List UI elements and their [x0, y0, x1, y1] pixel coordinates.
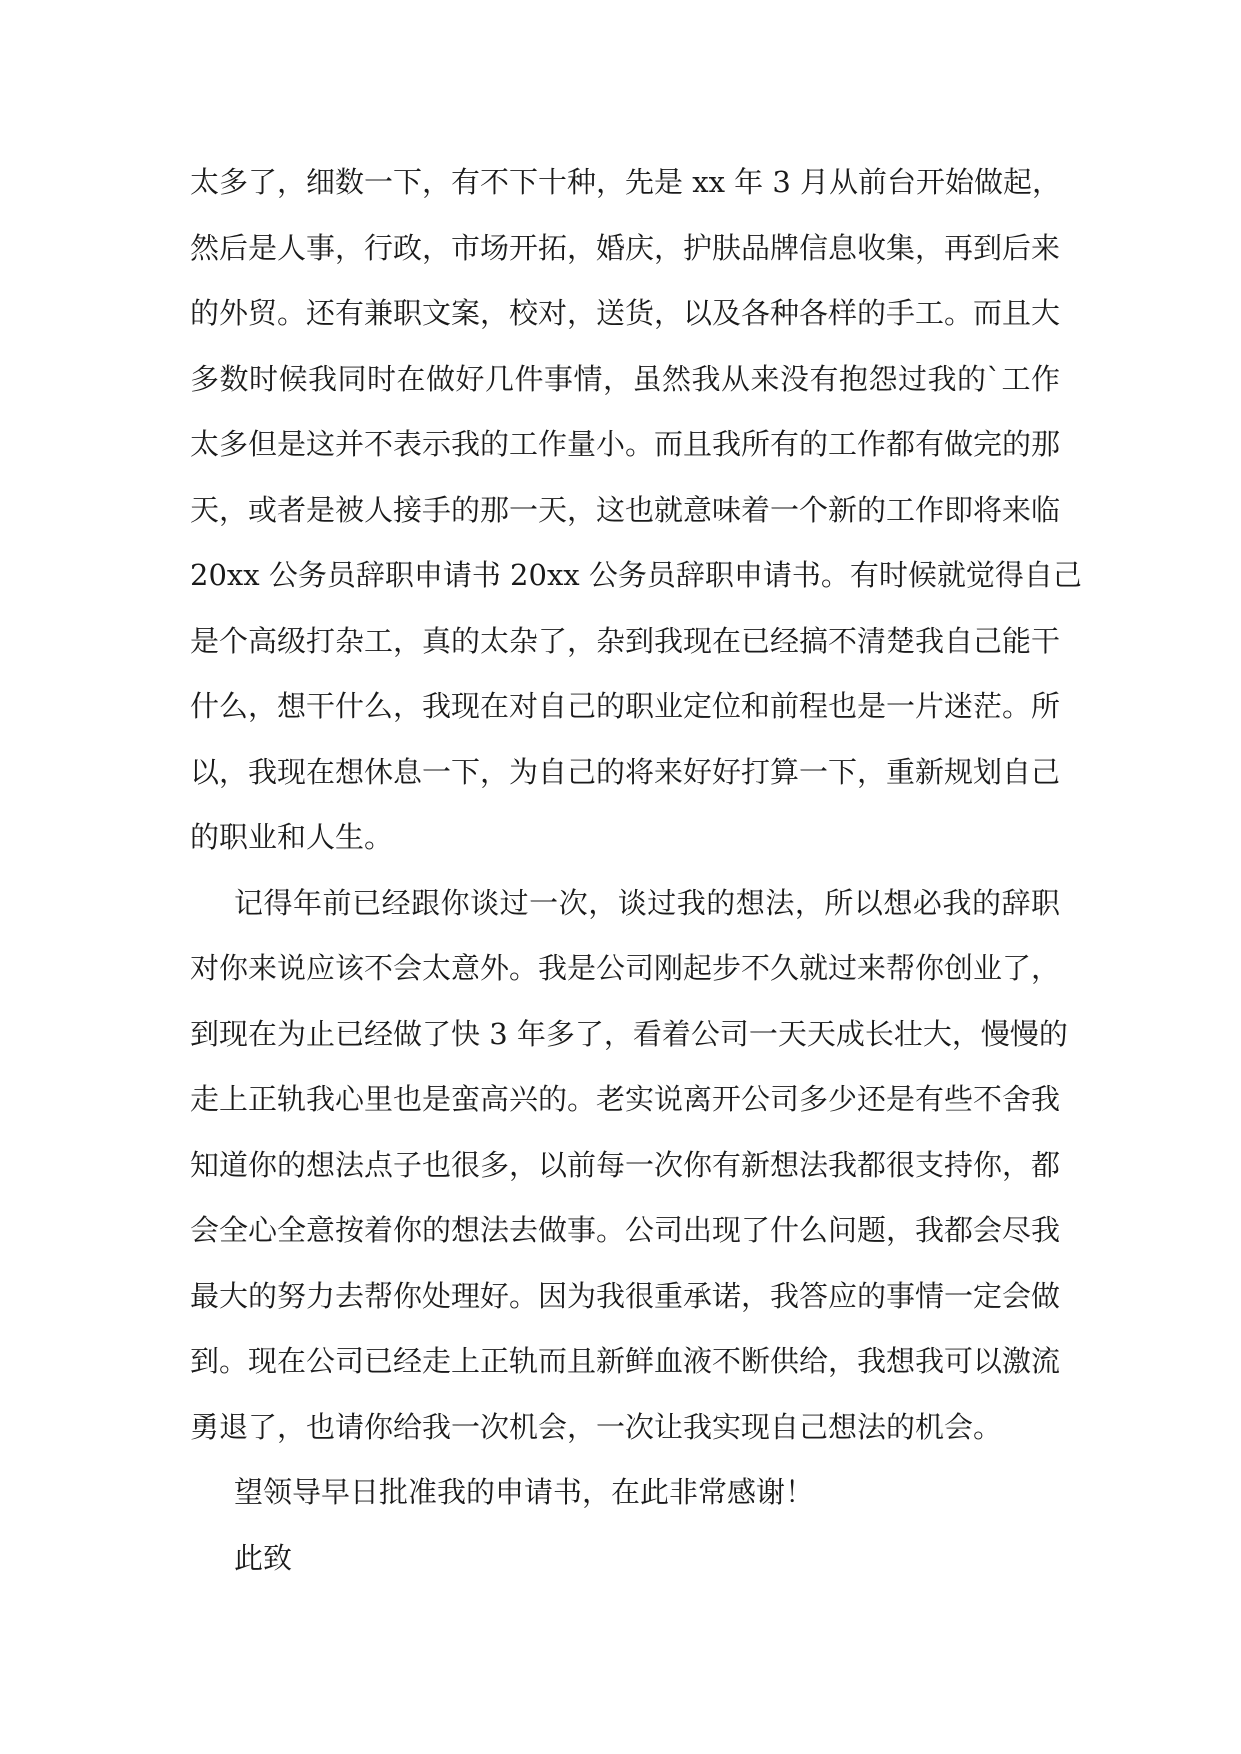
paragraph-1: [190, 150, 1082, 871]
closing: [190, 1526, 1060, 1592]
letter-body: [190, 150, 1082, 1591]
text-line: 望领导早日批准我的申请书，在此非常感谢！: [234, 1475, 815, 1509]
text-line: 知道你的想法点子也很多，以前每一次你有新想法我都很支持你，都: [190, 1147, 1061, 1182]
text-line: 太多但是这并不表示我的工作量小。而且我所有的工作都有做完的那: [190, 427, 1061, 461]
text-line: 记得年前已经跟你谈过一次，谈过我的想法，所以想必我的辞职: [234, 885, 1060, 920]
paragraph-3: [190, 1460, 1060, 1526]
text-line: 最大的努力去帮你处理好。因为我很重承诺，我答应的事情一定会做: [190, 1278, 1061, 1313]
text-line: 到。现在公司已经走上正轨而且新鲜血液不断供给，我想我可以激流: [190, 1344, 1061, 1378]
text-line: 以，我现在想休息一下，为自己的将来好好打算一下，重新规划自己: [190, 754, 1061, 789]
text-line: 勇退了，也请你给我一次机会，一次让我实现自己想法的机会。: [190, 1409, 1003, 1444]
text-line: 然后是人事，行政，市场开拓，婚庆，护肤品牌信息收集，再到后来: [190, 230, 1061, 265]
text-line: 什么，想干什么，我现在对自己的职业定位和前程也是一片迷茫。所: [190, 689, 1061, 723]
text-line: 天，或者是被人接手的那一天，这也就意味着一个新的工作即将来临: [190, 492, 1061, 527]
text-line: 是个高级打杂工，真的太杂了，杂到我现在已经搞不清楚我自己能干: [190, 623, 1061, 658]
text-line: 到现在为止已经做了快 3 年多了，看着公司一天天成长壮大，慢慢的: [190, 1016, 1068, 1051]
text-line: 太多了，细数一下，有不下十种，先是 xx 年 3 月从前台开始做起，: [190, 165, 1062, 199]
paragraph-2: [190, 871, 1068, 1461]
text-line: 20xx 公务员辞职申请书 20xx 公务员辞职申请书。有时候就觉得自己: [190, 558, 1082, 592]
text-line: 的外贸。还有兼职文案，校对，送货，以及各种各样的手工。而且大: [190, 296, 1061, 330]
text-line: 会全心全意按着你的想法去做事。公司出现了什么问题，我都会尽我: [190, 1213, 1061, 1247]
text-line: 的职业和人生。: [190, 820, 394, 854]
text-line: 走上正轨我心里也是蛮高兴的。老实说离开公司多少还是有些不舍我: [190, 1082, 1061, 1116]
text-line: 对你来说应该不会太意外。我是公司刚起步不久就过来帮你创业了，: [190, 951, 1061, 985]
closing-salutation: 此致: [234, 1540, 293, 1575]
text-line: 多数时候我同时在做好几件事情，虽然我从来没有抱怨过我的`工作: [190, 361, 1060, 396]
